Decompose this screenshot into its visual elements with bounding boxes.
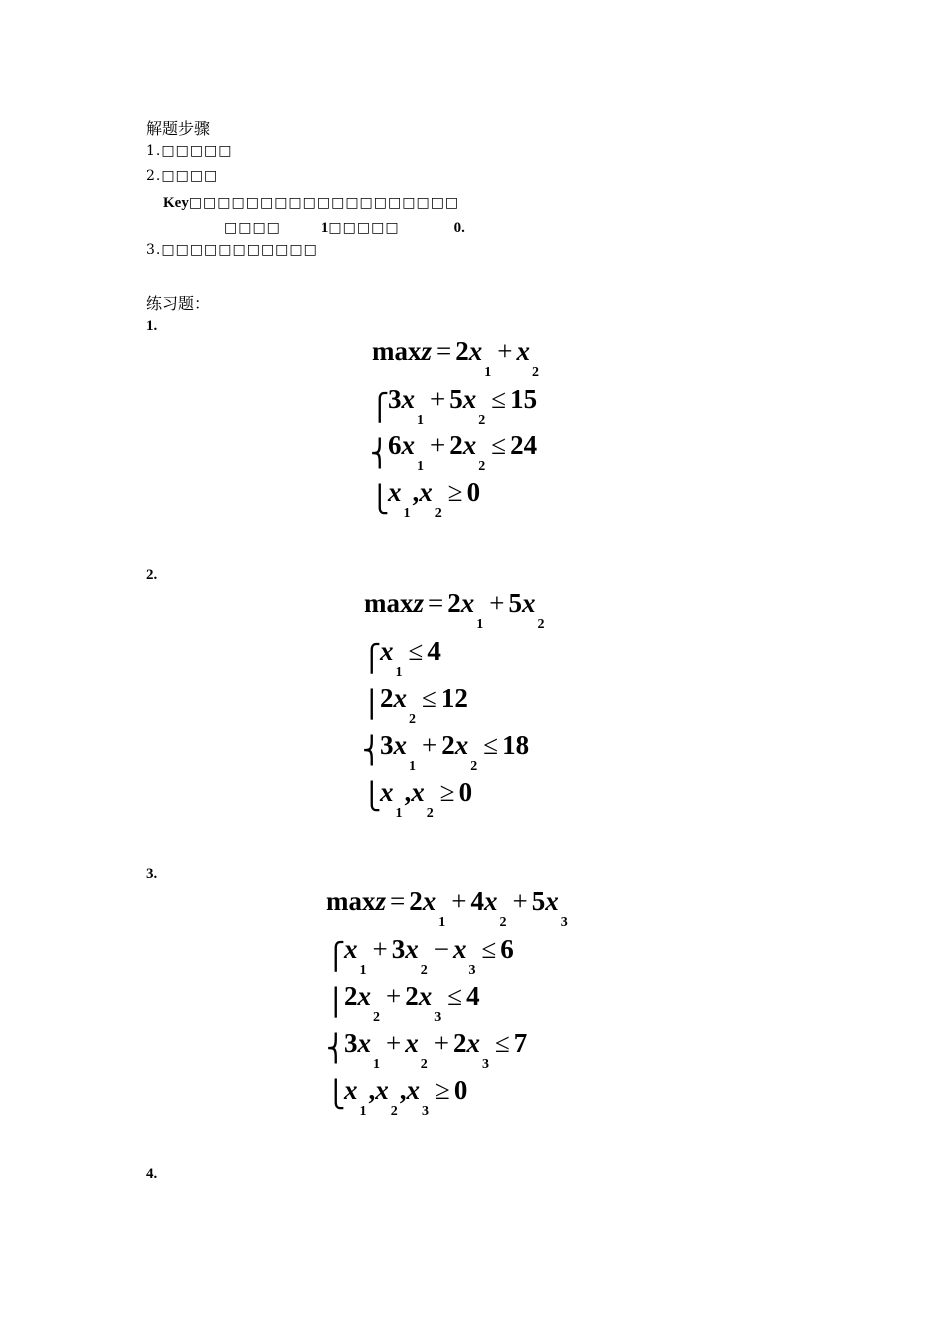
key-sub-zero: 0. bbox=[453, 220, 465, 236]
key-line bbox=[163, 192, 459, 212]
problem-3-brace: ⎧ ⎪ ⎨ ⎩ bbox=[326, 942, 346, 1109]
problem-2-objective: $\max z = 2x_1+ 5x_2$ bbox=[364, 588, 545, 632]
problem-1-brace: ⎧ ⎨ ⎩ bbox=[370, 393, 390, 514]
problem-3-constraint-1: $x_1+ 3x_2- x_3\le 6$ bbox=[344, 934, 514, 978]
problem-2-constraint-4: $x_1,x_2\ge 0$ bbox=[380, 777, 473, 821]
problem-1-constraint-2: $6x_1+ 2x_2\le 24$ bbox=[388, 430, 538, 474]
problem-1-constraint-1: $3x_1+ 5x_2\le 15$ bbox=[388, 384, 538, 428]
key-text: □□□□□□□□□□□□□□□□□□□ bbox=[188, 195, 460, 211]
problem-4-number: 4. bbox=[146, 1166, 158, 1182]
problem-1-number: 1. bbox=[146, 318, 158, 334]
problem-2-constraint-2: $2x_2\le 12$ bbox=[380, 683, 468, 727]
problem-2-constraint-3: $3x_1+ 2x_2\le 18$ bbox=[380, 730, 530, 774]
step-1: 1.□□□□□ bbox=[146, 143, 233, 159]
step-3: 3.□□□□□□□□□□□ bbox=[146, 242, 318, 258]
key-sub-one: 1 bbox=[320, 220, 329, 236]
problem-3-constraint-2: $2x_2+ 2x_3\le 4$ bbox=[344, 981, 480, 1025]
problem-3-constraint-4: $x_1,x_2,x_3\ge 0$ bbox=[344, 1075, 468, 1119]
problem-2-brace: ⎧ ⎪ ⎨ ⎩ bbox=[362, 644, 382, 811]
problem-2-equations bbox=[362, 584, 612, 834]
problem-3-number: 3. bbox=[146, 866, 158, 882]
problem-3-equations bbox=[326, 882, 646, 1132]
problem-2-number: 2. bbox=[146, 567, 158, 583]
problem-3-constraint-3: $3x_1+ x_2+ 2x_3\le 7$ bbox=[344, 1028, 528, 1072]
key-sub-b: □□□□□ bbox=[328, 220, 400, 236]
steps-title: 解题步骤 bbox=[146, 119, 211, 138]
key-prefix: Key bbox=[163, 195, 189, 211]
problem-1-equations bbox=[370, 330, 600, 530]
key-sub-a: □□□□ bbox=[224, 220, 281, 236]
step-2: 2.□□□□ bbox=[146, 168, 219, 184]
exercises-title: 练习题： bbox=[146, 294, 211, 313]
problem-1-constraint-3: $x_1,x_2\ge 0$ bbox=[388, 477, 481, 521]
problem-1-objective: $\max z = 2x_1+ x_2$ bbox=[372, 336, 539, 380]
key-subline bbox=[224, 217, 465, 237]
problem-3-objective: $\max z = 2x_1+ 4x_2+ 5x_3$ bbox=[326, 886, 568, 930]
problem-2-constraint-1: $x_1\le 4$ bbox=[380, 636, 441, 680]
